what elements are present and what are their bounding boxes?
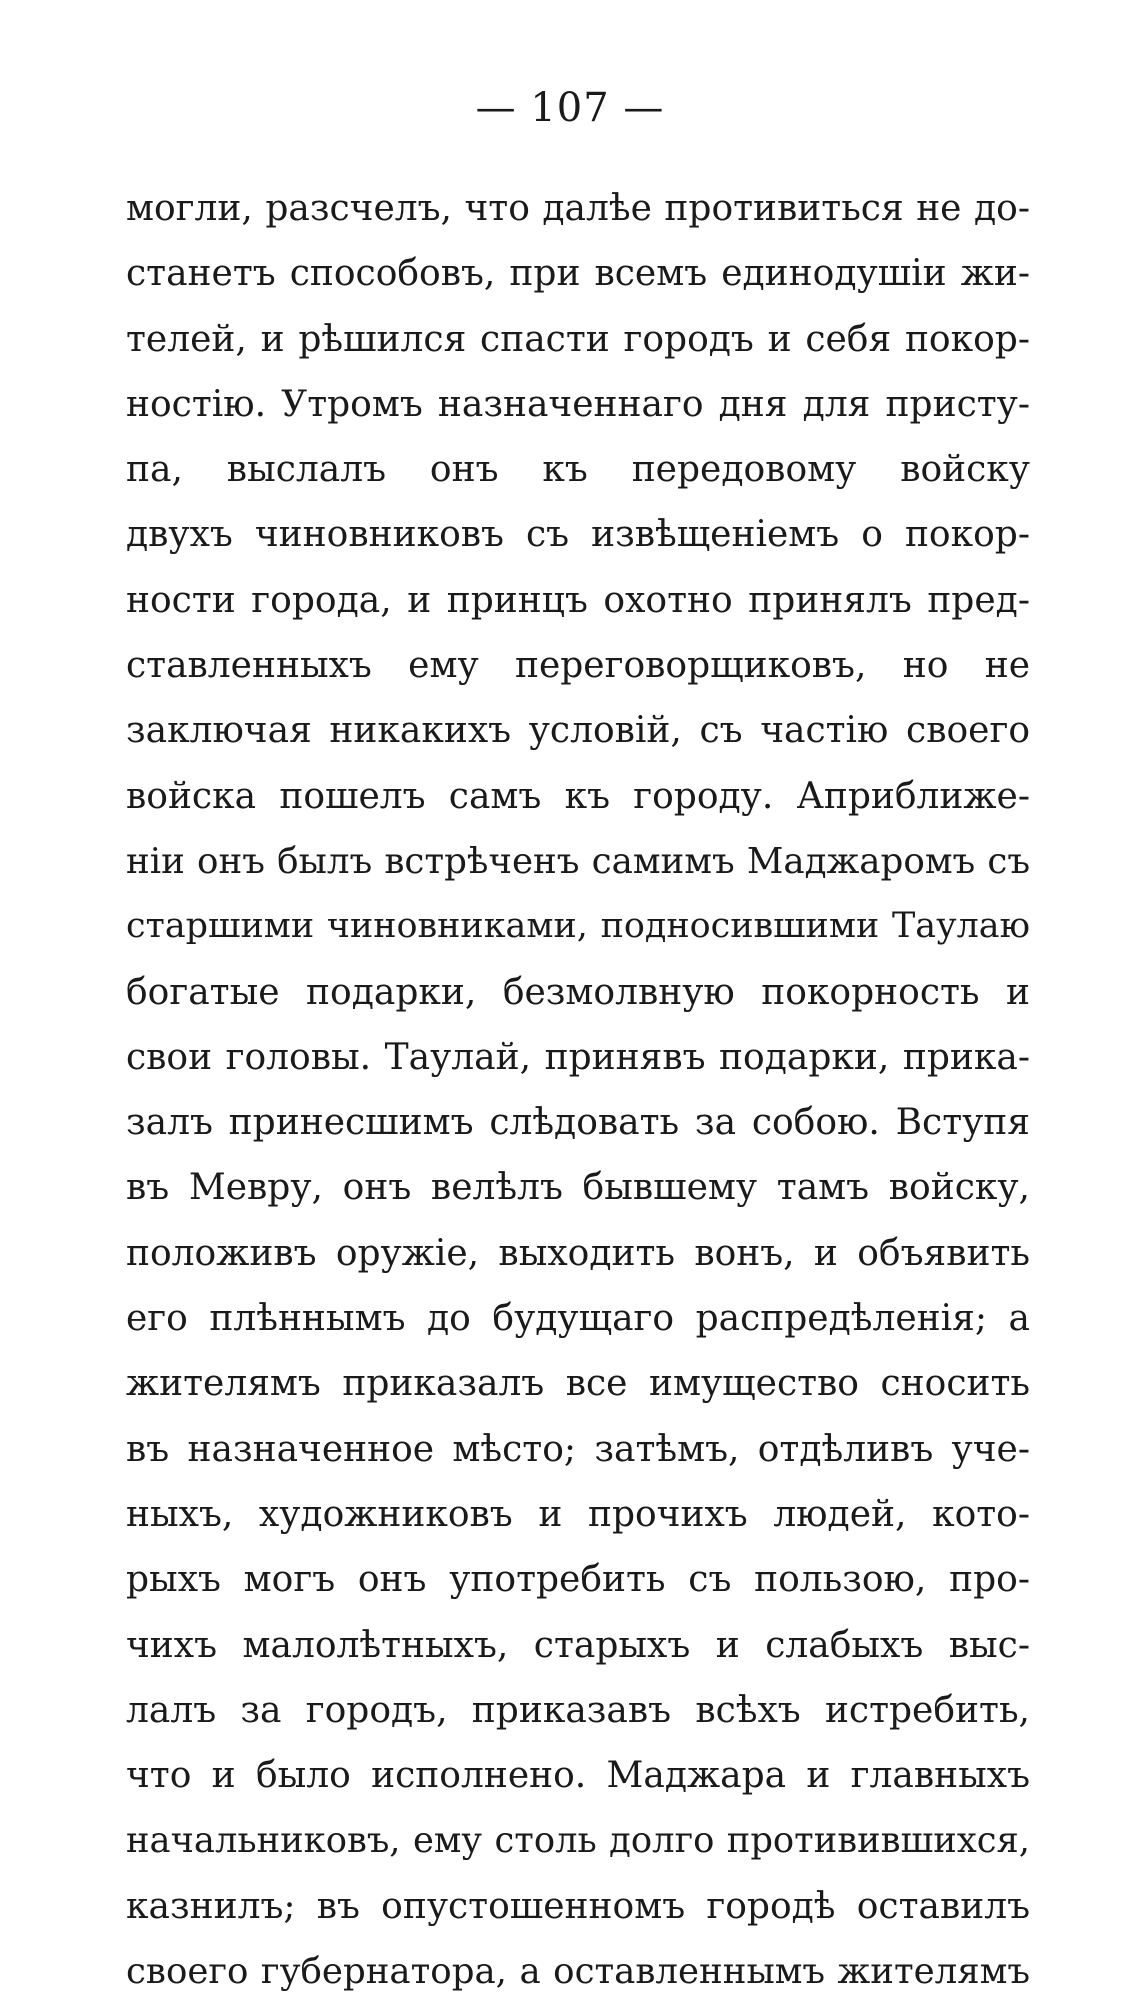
text-line: свои головы. Таулай, принявъ подарки, прика- [126,1036,1030,1078]
text-line: начальниковъ, ему столь долго противившихся, [126,1820,1030,1862]
text-line: что и было исполнено. Маджара и главныхъ [126,1755,1030,1797]
text-line: его плѣннымъ до будущаго распредѣленія; а [126,1298,1030,1340]
text-line: ніи онъ былъ встрѣченъ самимъ Маджаромъ съ [126,840,1030,882]
text-line: па, выслалъ онъ къ передовому войску [126,449,1030,491]
text-line: чихъ малолѣтныхъ, старыхъ и слабыхъ выс- [126,1624,1030,1666]
text-line: казнилъ; въ опустошенномъ городѣ оставилъ [126,1885,1030,1927]
body-text [126,176,1030,2004]
text-line: своего губернатора, а оставленнымъ жителямъ [126,1951,1030,1993]
text-line: телей, и рѣшился спасти городъ и себя покор- [126,318,1030,360]
text-line: войска пошелъ самъ къ городу. Априближе- [126,775,1030,817]
text-line: лалъ за городъ, приказавъ всѣхъ истребить, [126,1689,1030,1731]
text-line: ныхъ, художниковъ и прочихъ людей, кото- [126,1493,1030,1535]
text-line: рыхъ могъ онъ употребить съ пользою, про- [126,1559,1030,1601]
text-line: ставленныхъ ему переговорщиковъ, но не [126,645,1030,687]
text-line: заключая никакихъ условій, съ частію своего [126,710,1030,752]
text-line: жителямъ приказалъ все имущество сносить [126,1363,1030,1405]
page-number-header: — 107 — [475,85,665,131]
text-line: двухъ чиновниковъ съ извѣщеніемъ о покор- [126,514,1030,556]
text-line: въ назначенное мѣсто; затѣмъ, отдѣливъ уче- [126,1428,1030,1470]
text-line: ности города, и принцъ охотно принялъ пред- [126,579,1030,621]
text-line: могли, разсчелъ, что далѣе противиться не до- [126,188,1030,229]
text-line: залъ принесшимъ слѣдовать за собою. Вступя [126,1102,1030,1144]
text-line: старшими чиновниками, подносившими Таулаю [126,906,1030,947]
text-line: положивъ оружіе, выходить вонъ, и объявить [126,1232,1030,1274]
text-line: въ Мевру, онъ велѣлъ бывшему тамъ войску, [126,1167,1030,1209]
text-line: богатые подарки, безмолвную покорность и [126,971,1030,1013]
text-line: станетъ способовъ, при всемъ единодушіи жи- [126,253,1030,295]
text-line: ностію. Утромъ назначеннаго дня для присту- [126,383,1030,425]
